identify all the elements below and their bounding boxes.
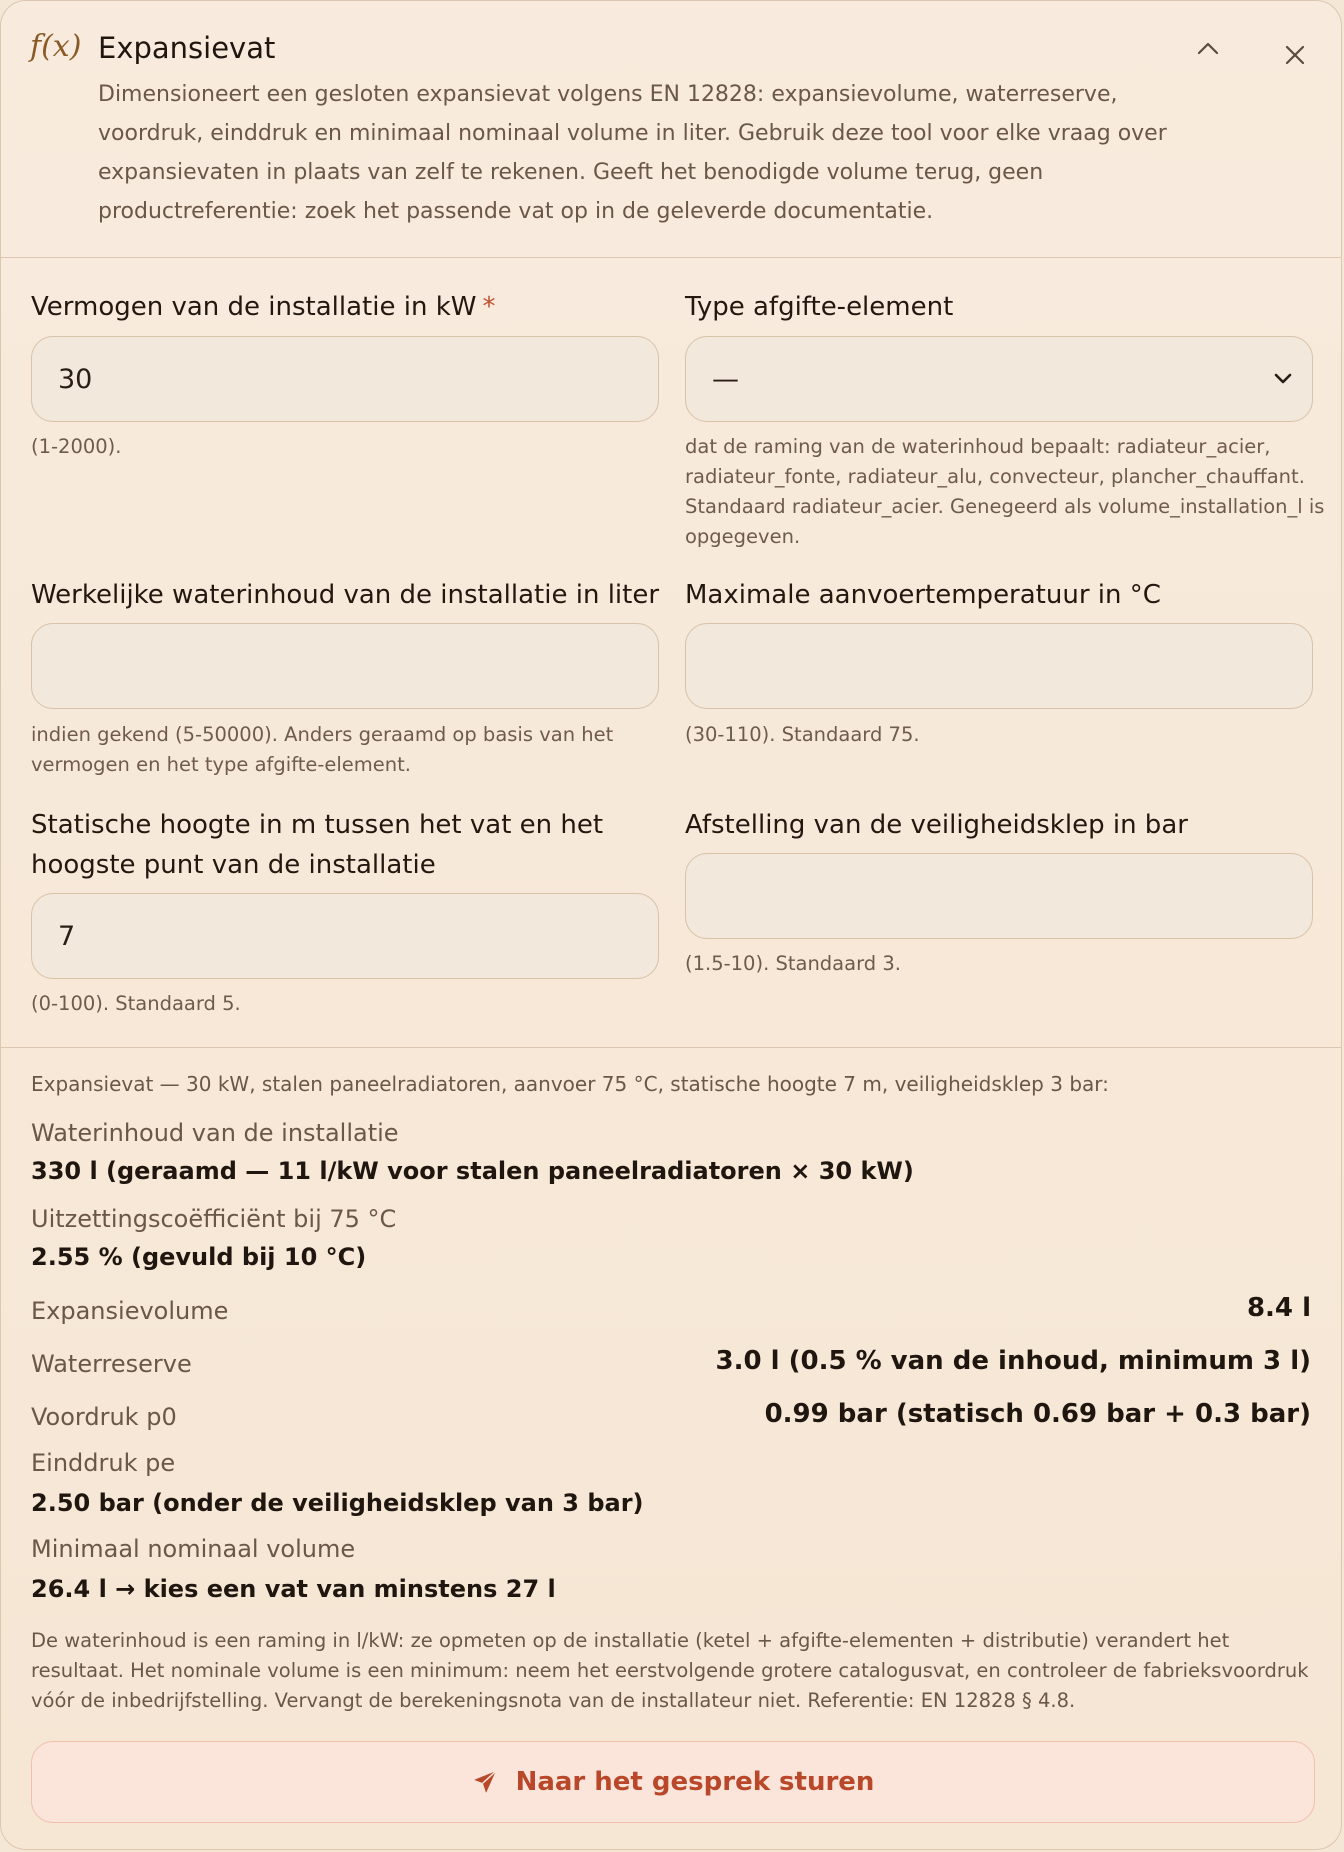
static-height-hint: (0-100). Standaard 5.	[31, 992, 241, 1015]
result-summary: Expansievat — 30 kW, stalen paneelradiatoren, aanvoer 75 °C, statische hoogte 7 m, veiligheidsklep 3 bar:	[31, 1072, 1109, 1096]
tool-title: Expansievat	[98, 31, 276, 65]
min-volume-value: 26.4 l → kies een vat van minstens 27 l	[31, 1575, 556, 1603]
final-pressure-label: Einddruk pe	[31, 1449, 176, 1477]
static-height-input-value: 7	[58, 920, 76, 952]
close-icon	[1285, 45, 1305, 65]
tool-description: Dimensioneert een gesloten expansievat volgens EN 12828: expansievolume, waterreserve, voordruk, einddruk en minimaal nominaal volume in liter. Gebruik deze tool voor elke vraag over expansievaten in plaats van zelf te rekenen. Geeft het benodigde volume terug, geen productreferentie: zoek het passende vat op in de geleverde documentatie.	[98, 82, 1167, 224]
emitter-label: Type afgifte-element	[685, 292, 954, 322]
close-button[interactable]	[1277, 37, 1313, 73]
prepressure-value: 0.99 bar (statisch 0.69 bar + 0.3 bar)	[764, 1399, 1311, 1429]
expansion-coef-value: 2.55 % (gevuld bij 10 °C)	[31, 1243, 367, 1271]
water-content-value: 330 l (geraamd — 11 l/kW voor stalen paneelradiatoren × 30 kW)	[31, 1157, 914, 1185]
emitter-hint: dat de raming van de waterinhoud bepaalt: radiateur_acier, radiateur_fonte, radiateur_alu, convecteur, plancher_chauffant. Standaard radiateur_acier. Genegeerd als volume_installation_l is opgegeven.	[685, 435, 1325, 548]
max-temp-label: Maximale aanvoertemperatuur in °C	[685, 580, 1161, 610]
power-label	[31, 287, 495, 327]
water-content-label: Waterinhoud van de installatie	[31, 1119, 399, 1147]
expansion-coef-label: Uitzettingscoëfficiënt bij 75 °C	[31, 1205, 397, 1233]
max-temp-input[interactable]	[685, 623, 1313, 709]
send-icon	[472, 1769, 498, 1795]
tool-header	[1, 1, 1341, 258]
max-temp-hint: (30-110). Standaard 75.	[685, 723, 920, 746]
expansion-volume-value: 8.4 l	[1246, 1293, 1311, 1323]
emitter-select[interactable]	[685, 336, 1313, 422]
water-reserve-value: 3.0 l (0.5 % van de inhoud, minimum 3 l)	[715, 1346, 1311, 1376]
final-pressure-value: 2.50 bar (onder de veiligheidsklep van 3 bar)	[31, 1489, 644, 1517]
prepressure-label: Voordruk p0	[31, 1403, 177, 1431]
water-volume-label: Werkelijke waterinhoud van de installatie in liter	[31, 580, 660, 610]
power-input[interactable]	[31, 336, 659, 422]
power-label-text: Vermogen van de installatie in kW	[31, 292, 477, 322]
expansion-volume-label: Expansievolume	[31, 1297, 229, 1325]
water-volume-input[interactable]	[31, 623, 659, 709]
safety-valve-hint: (1.5-10). Standaard 3.	[685, 952, 901, 975]
required-marker: *	[482, 292, 496, 322]
power-input-value: 30	[58, 363, 93, 395]
safety-valve-label: Afstelling van de veiligheidsklep in bar	[685, 810, 1188, 840]
chevron-up-icon	[1197, 41, 1219, 55]
water-reserve-label: Waterreserve	[31, 1350, 192, 1378]
function-icon: f(x)	[30, 29, 82, 64]
collapse-button[interactable]	[1191, 31, 1225, 65]
emitter-select-value: —	[712, 363, 739, 395]
chevron-down-icon	[1272, 367, 1294, 389]
static-height-label: Statische hoogte in m tussen het vat en het hoogste punt van de installatie	[31, 810, 604, 880]
water-volume-hint: indien gekend (5-50000). Anders geraamd op basis van het vermogen en het type afgifte-element.	[31, 723, 614, 776]
safety-valve-input[interactable]	[685, 853, 1313, 939]
results-divider	[1, 1047, 1341, 1048]
power-hint: (1-2000).	[31, 435, 122, 458]
min-volume-label: Minimaal nominaal volume	[31, 1535, 356, 1563]
result-note: De waterinhoud is een raming in l/kW: ze opmeten op de installatie (ketel + afgifte-elementen + distributie) verandert het resultaat. Het nominale volume is een minimum: neem het eerstvolgende grotere catalogusvat, en controleer de fabrieksvoordruk vóór de inbedrijfstelling. Vervangt de berekeningsnota van de installateur niet. Referentie: EN 12828 § 4.8.	[31, 1629, 1309, 1712]
send-to-chat-button[interactable]	[31, 1741, 1315, 1823]
static-height-input[interactable]	[31, 893, 659, 979]
send-button-label: Naar het gesprek sturen	[515, 1767, 875, 1797]
